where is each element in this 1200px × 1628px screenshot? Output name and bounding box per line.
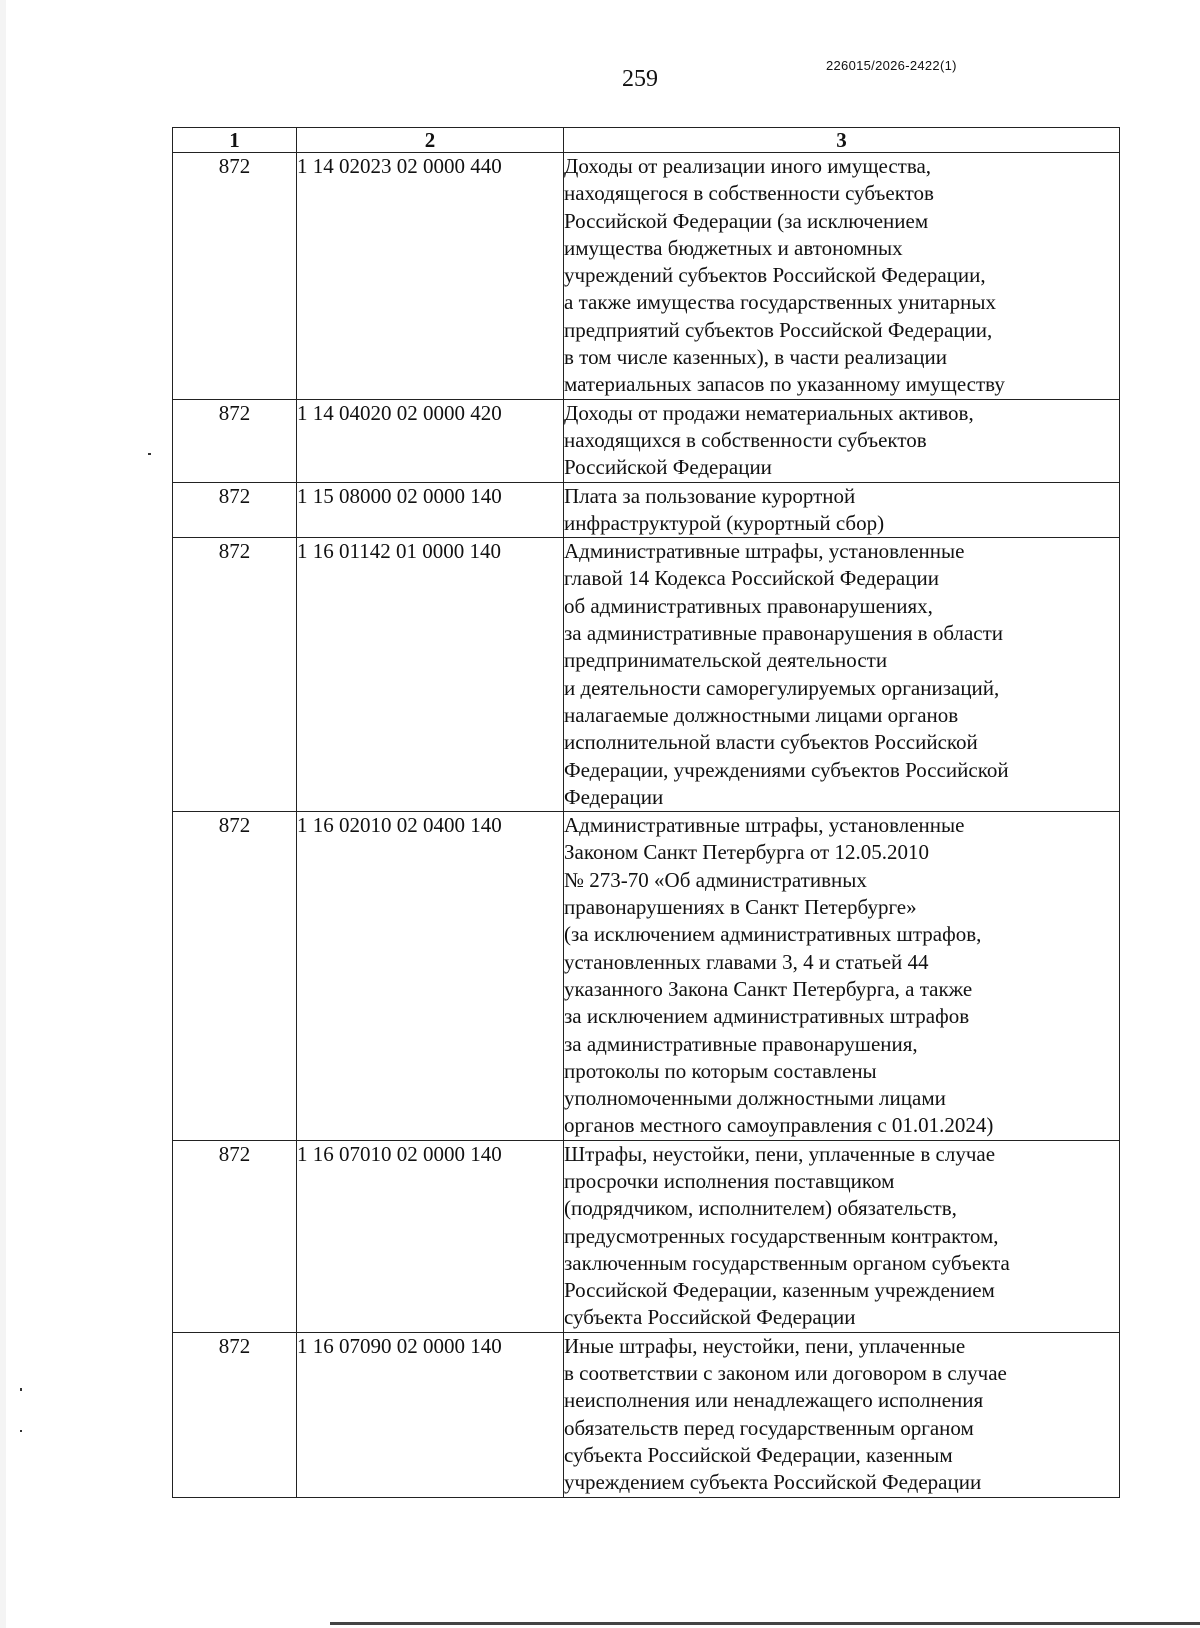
revenue-codes-table	[172, 127, 1120, 1498]
budget-classification-code-cell: 1 16 02010 02 0400 140	[297, 812, 564, 1141]
description-line: обязательств перед государственным органом	[564, 1415, 974, 1440]
description-line: главой 14 Кодекса Российской Федерации	[564, 566, 939, 591]
description-line: об административных правонарушениях,	[564, 593, 933, 618]
budget-classification-code-cell: 1 16 07010 02 0000 140	[297, 1140, 564, 1332]
revenue-description-cell	[564, 538, 1120, 812]
description-line: за исключением административных штрафов	[564, 1004, 970, 1029]
description-line: предусмотренных государственным контрактом,	[564, 1223, 999, 1248]
description-line: протоколы по которым составлены	[564, 1058, 877, 1083]
description-line: предприятий субъектов Российской Федерации,	[564, 317, 993, 342]
budget-classification-code-cell: 1 16 01142 01 0000 140	[297, 538, 564, 812]
table-row	[173, 538, 1120, 812]
description-line: Доходы от реализации иного имущества,	[564, 154, 932, 178]
description-line: находящихся в собственности субъектов	[564, 427, 927, 452]
admin-code-cell: 872	[173, 1140, 297, 1332]
admin-code-cell: 872	[173, 153, 297, 400]
description-line: Штрафы, неустойки, пени, уплаченные в случае	[564, 1141, 996, 1166]
admin-code-cell: 872	[173, 399, 297, 482]
description-line: Иные штрафы, неустойки, пени, уплаченные	[564, 1333, 966, 1358]
description-line: № 273-70 «Об административных	[564, 867, 867, 892]
description-line: находящегося в собственности субъектов	[564, 181, 934, 206]
scan-bottom-edge	[330, 1622, 1200, 1625]
budget-classification-code-cell: 1 14 04020 02 0000 420	[297, 399, 564, 482]
revenue-description-cell	[564, 1140, 1120, 1332]
scan-edge	[0, 0, 6, 1628]
description-line: в соответствии с законом или договором в случае	[564, 1361, 1007, 1386]
description-line: Российской Федерации	[564, 455, 772, 480]
description-line: субъекта Российской Федерации, казенным	[564, 1442, 953, 1467]
table-header-row	[173, 128, 1120, 153]
description-line: субъекта Российской Федерации	[564, 1305, 856, 1330]
column-header-2: 2	[297, 128, 564, 153]
column-header-1: 1	[173, 128, 297, 153]
description-line: Российской Федерации (за исключением	[564, 208, 929, 233]
table-body	[173, 153, 1120, 1498]
description-line: Доходы от продажи нематериальных активов,	[564, 400, 974, 425]
revenue-description-cell	[564, 1332, 1120, 1497]
description-line: Административные штрафы, установленные	[564, 813, 965, 838]
description-line: за административные правонарушения в области	[564, 621, 1004, 646]
description-line: (подрядчиком, исполнителем) обязательств,	[564, 1196, 957, 1221]
description-line: учреждением субъекта Российской Федерации	[564, 1470, 982, 1495]
description-line: Федерации	[564, 784, 664, 809]
table-row	[173, 1140, 1120, 1332]
description-line: Законом Санкт Петербурга от 12.05.2010	[564, 840, 929, 865]
description-line: налагаемые должностными лицами органов	[564, 702, 959, 727]
description-line: (за исключением административных штрафов,	[564, 922, 982, 947]
budget-classification-code-cell: 1 15 08000 02 0000 140	[297, 482, 564, 538]
description-line: правонарушениях в Санкт Петербурге»	[564, 895, 917, 920]
table-row	[173, 153, 1120, 400]
description-line: в том числе казенных), в части реализации	[564, 345, 947, 370]
table-row	[173, 399, 1120, 482]
description-line: учреждений субъектов Российской Федерации,	[564, 263, 986, 288]
margin-mark	[20, 1388, 22, 1391]
margin-mark	[20, 1430, 22, 1432]
description-line: заключенным государственным органом субъекта	[564, 1250, 1010, 1275]
description-line: органов местного самоуправления с 01.01.2024)	[564, 1113, 994, 1138]
table-row	[173, 1332, 1120, 1497]
description-line: Российской Федерации, казенным учреждением	[564, 1278, 995, 1303]
budget-classification-code-cell: 1 14 02023 02 0000 440	[297, 153, 564, 400]
description-line: установленных главами 3, 4 и статьей 44	[564, 949, 929, 974]
description-line: за административные правонарушения,	[564, 1031, 918, 1056]
table-row	[173, 482, 1120, 538]
description-line: просрочки исполнения поставщиком	[564, 1168, 895, 1193]
description-line: а также имущества государственных унитарных	[564, 290, 996, 315]
revenue-description-cell	[564, 153, 1120, 400]
margin-mark	[148, 453, 151, 455]
description-line: исполнительной власти субъектов Российской	[564, 730, 978, 755]
page-number: 259	[622, 66, 658, 92]
description-line: имущества бюджетных и автономных	[564, 235, 903, 260]
description-line: уполномоченными должностными лицами	[564, 1086, 946, 1111]
description-line: Федерации, учреждениями субъектов Российской	[564, 757, 1009, 782]
document-code: 226015/2026-2422(1)	[826, 58, 957, 73]
admin-code-cell: 872	[173, 538, 297, 812]
admin-code-cell: 872	[173, 1332, 297, 1497]
admin-code-cell: 872	[173, 812, 297, 1141]
description-line: материальных запасов по указанному имуществу	[564, 372, 1005, 397]
revenue-description-cell	[564, 812, 1120, 1141]
description-line: и деятельности саморегулируемых организаций,	[564, 675, 1000, 700]
description-line: Плата за пользование курортной	[564, 483, 856, 508]
budget-classification-code-cell: 1 16 07090 02 0000 140	[297, 1332, 564, 1497]
description-line: инфраструктурой (курортный сбор)	[564, 510, 885, 535]
revenue-description-cell	[564, 399, 1120, 482]
revenue-description-cell	[564, 482, 1120, 538]
admin-code-cell: 872	[173, 482, 297, 538]
table-row	[173, 812, 1120, 1141]
description-line: Административные штрафы, установленные	[564, 539, 965, 564]
description-line: неисполнения или ненадлежащего исполнения	[564, 1388, 984, 1413]
column-header-3: 3	[564, 128, 1120, 153]
description-line: предпринимательской деятельности	[564, 648, 888, 673]
description-line: указанного Закона Санкт Петербурга, а также	[564, 976, 973, 1001]
